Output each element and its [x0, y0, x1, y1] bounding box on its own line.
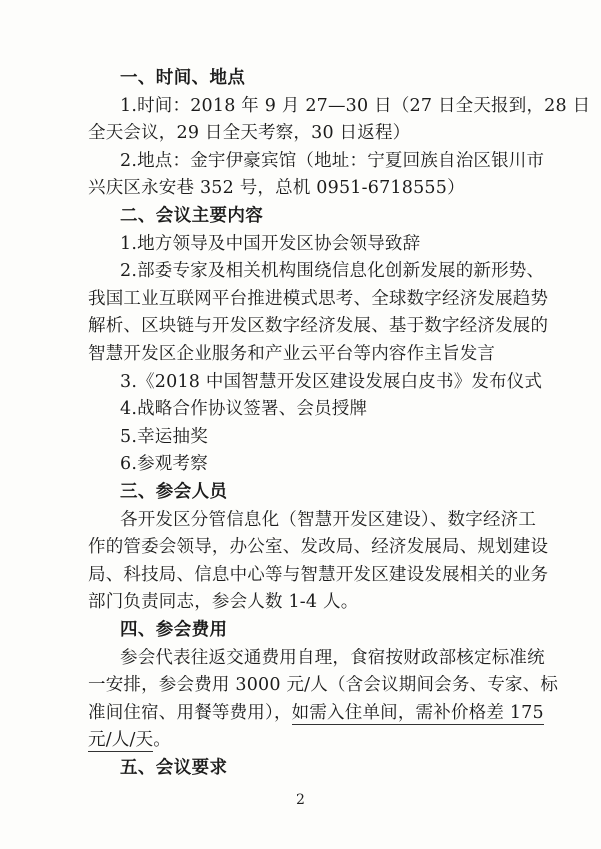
single-room-surcharge-underlined: 如需入住单间，需补价格差 175: [291, 702, 544, 723]
section-heading-attendees: 三、参会人员: [120, 482, 228, 502]
content-item-6: 6.参观考察: [120, 454, 208, 475]
attendees-line-2: 作的管委会领导，办公室、发改局、经济发展局、规划建设: [88, 537, 549, 558]
fees-line-2: 一安排，参会费用 3000 元/人（含会议期间会务、专家、标: [88, 675, 559, 696]
fees-line-3: [88, 701, 544, 725]
content-item-2-line-4: 智慧开发区企业服务和产业云平台等内容作主旨发言: [88, 344, 496, 364]
time-line-2: 全天会议，29 日全天考察，30 日返程）: [88, 123, 411, 144]
place-line-2: 兴庆区永安巷 352 号，总机 0951-6718555）: [88, 178, 465, 199]
fees-line-1: 参会代表往返交通费用自理，食宿按财政部核定标准统: [120, 647, 545, 668]
attendees-line-1: 各开发区分管信息化（智慧开发区建设）、数字经济工: [120, 509, 537, 530]
attendees-line-4: 部门负责同志，参会人数 1-4 人。: [88, 592, 359, 613]
fees-line-4-tail: 。: [153, 730, 171, 751]
section-heading-time-place: 一、时间、地点: [120, 68, 246, 88]
section-heading-main-content: 二、会议主要内容: [120, 206, 264, 226]
content-item-2-line-1: 2.部委专家及相关机构围绕信息化创新发展的新形势、: [120, 261, 545, 282]
content-item-4: 4.战略合作协议签署、会员授牌: [120, 399, 368, 420]
attendees-line-3: 局、科技局、信息中心等与智慧开发区建设发展相关的业务: [88, 564, 549, 585]
section-heading-fees: 四、参会费用: [120, 620, 228, 640]
content-item-2-line-3: 解析、区块链与开发区数字经济发展、基于数字经济发展的: [88, 316, 549, 337]
content-item-2-line-2: 我国工业互联网平台推进模式思考、全球数字经济发展趋势: [88, 288, 549, 309]
fees-line-3-text: 准间住宿、用餐等费用），: [88, 702, 292, 723]
page-number: 2: [296, 792, 305, 808]
place-line-1: 2.地点：金宇伊豪宾馆（地址：宁夏回族自治区银川市: [120, 150, 545, 171]
time-line-1: 1.时间：2018 年 9 月 27—30 日（27 日全天报到，28 日: [120, 95, 591, 116]
content-item-1: 1.地方领导及中国开发区协会领导致辞: [120, 233, 421, 254]
surcharge-unit-underlined: 元/人/天: [88, 730, 154, 751]
content-item-3: 3.《2018 中国智慧开发区建设发展白皮书》发布仪式: [120, 371, 543, 392]
section-heading-requirements: 五、会议要求: [120, 758, 228, 778]
content-item-5: 5.幸运抽奖: [120, 426, 208, 447]
fees-line-4: [88, 728, 171, 752]
